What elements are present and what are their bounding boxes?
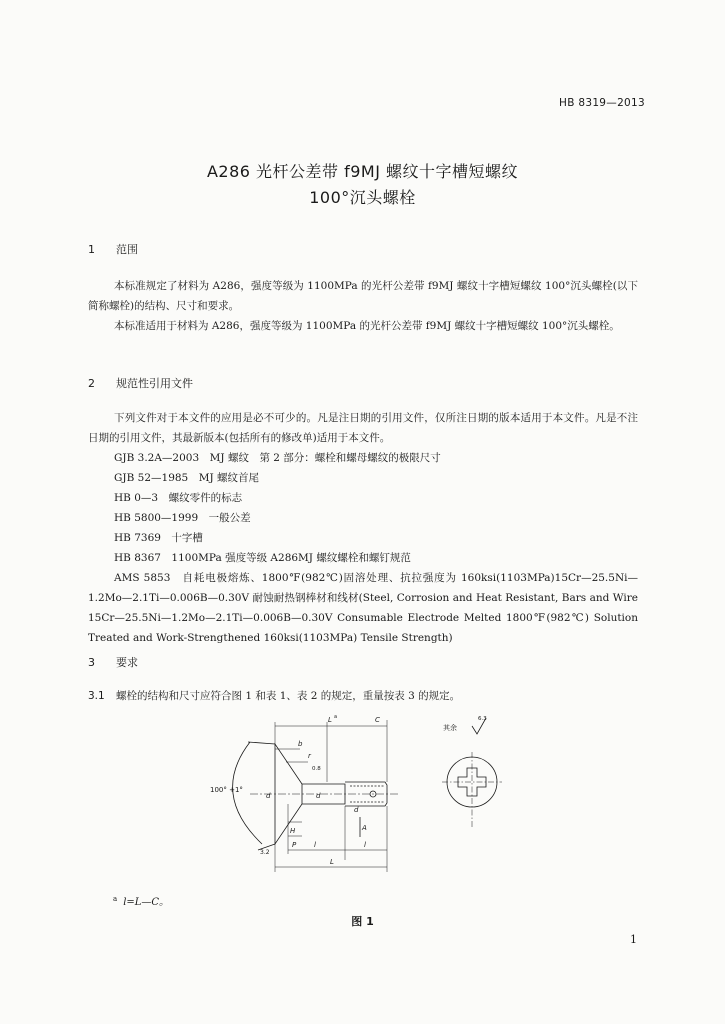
c-label: C (375, 716, 380, 724)
figure-footnote (113, 893, 169, 908)
r-label: r (308, 752, 311, 760)
ls-label: L (328, 716, 332, 724)
surface-3-2-label: 3.2 (260, 849, 270, 856)
section-2-intro: 下列文件对于本文件的应用是必不可少的。凡是注日期的引用文件，仅所注日期的版本适用于本文件。凡是不注日期的引用文件，其最新版本(包括所有的修改单)适用于本文件。 (88, 412, 638, 444)
footnote-mark: a (113, 894, 118, 903)
footnote-text: l=L—C。 (123, 897, 170, 908)
clause-3-1-number: 3.1 (88, 690, 105, 702)
reference-item: GJB 52—1985 MJ 螺纹首尾 (114, 472, 260, 484)
b-label: b (298, 740, 303, 748)
section-1-heading (88, 241, 138, 257)
section-2-title: 规范性引用文件 (116, 377, 193, 390)
reference-item: HB 0—3 螺纹零件的标志 (114, 492, 243, 504)
page-number: 1 (630, 933, 637, 946)
angle-label: 100° +1° (210, 786, 243, 794)
section-1-title: 范围 (116, 243, 138, 256)
r08-label: 0.8 (312, 766, 321, 772)
dk-label: d (266, 792, 271, 800)
figure-caption: 图 1 (351, 915, 374, 928)
section-1-paragraph-1: 本标准规定了材料为 A286，强度等级为 1100MPa 的光杆公差带 f9MJ 螺纹十字槽短螺纹 100°沉头螺栓(以下简称螺栓)的结构、尺寸和要求。 (88, 280, 638, 312)
lt-label: l (364, 841, 366, 849)
d-label: d (316, 792, 321, 800)
title-line-2: 100°沉头螺栓 (309, 188, 416, 207)
title-line-1: A286 光杆公差带 f9MJ 螺纹十字槽短螺纹 (206, 162, 519, 181)
a-ref-label: A (362, 824, 367, 832)
reference-ams-5853: AMS 5853 自耗电极熔炼、1800℉(982℃)固溶处理、抗拉强度为 160ksi(1103MPa)15Cr—25.5Ni—1.2Mo—2.1Ti—0.006B—0.30V 耐蚀耐热钢棒材和线材(Steel, Corrosion and Heat Resistant, Bars and Wire 15Cr—25.5Ni—1.2Mo—2.1Ti—0.006B—0.30V Consumable Electrode Melted 1800℉(982℃) Solution Treated and Work-Strengthened 160ksi(1103MPa) Tensile Strength) (88, 572, 638, 644)
section-2-number: 2 (88, 377, 95, 390)
section-1-paragraph-2: 本标准适用于材料为 A286，强度等级为 1100MPa 的光杆公差带 f9MJ 螺纹十字槽短螺纹 100°沉头螺栓。 (114, 320, 620, 332)
reference-item: HB 7369 十字槽 (114, 532, 203, 544)
roughness-value: 6.3 (478, 716, 487, 722)
section-3-number: 3 (88, 656, 95, 669)
section-3-title: 要求 (116, 656, 138, 669)
section-2-heading (88, 375, 193, 391)
bolt-drawing (190, 712, 510, 887)
section-3-heading (88, 654, 138, 670)
reference-item: HB 5800—1999 一般公差 (114, 512, 251, 524)
roughness-others-label: 其余 (443, 724, 457, 732)
l-label: l (314, 841, 316, 849)
reference-item: GJB 3.2A—2003 MJ 螺纹 第 2 部分：螺栓和螺母螺纹的极限尺寸 (114, 452, 441, 464)
clause-3-1-text: 螺栓的结构和尺寸应符合图 1 和表 1、表 2 的规定，重量按表 3 的规定。 (116, 690, 461, 702)
section-1-number: 1 (88, 243, 95, 256)
clause-3-1 (88, 686, 460, 706)
ls-superscript: a (334, 714, 338, 720)
standard-number: HB 8319—2013 (559, 97, 645, 109)
p-label: P (292, 841, 297, 849)
d2-label: d (354, 806, 359, 814)
big-l-label: L (330, 858, 334, 866)
h-label: H (290, 827, 296, 835)
reference-item: HB 8367 1100MPa 强度等级 A286MJ 螺纹螺栓和螺钉规范 (114, 552, 411, 564)
